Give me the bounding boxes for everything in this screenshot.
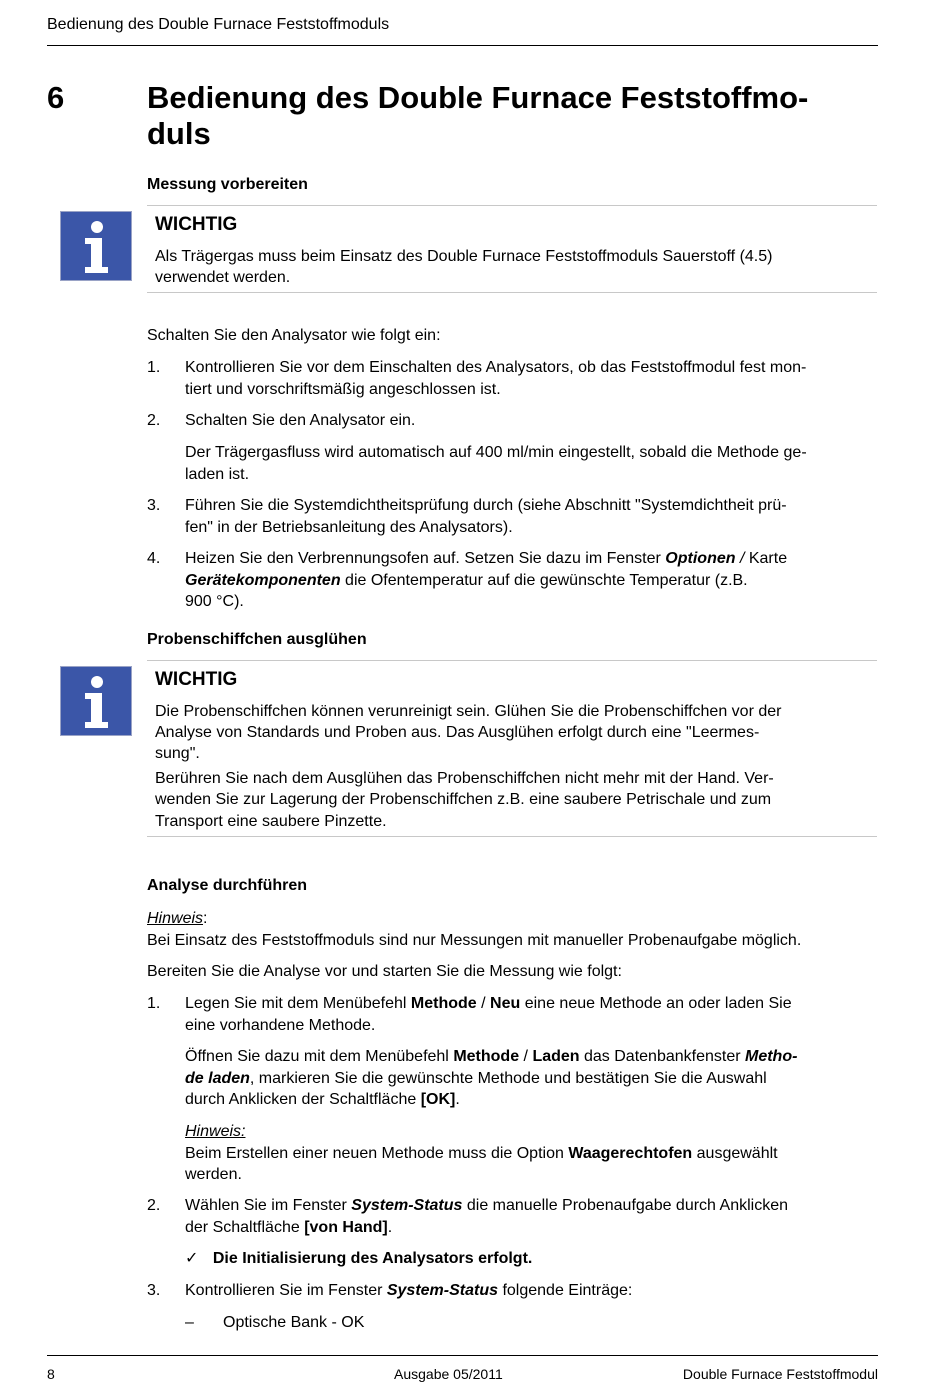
note-text-line: wenden Sie zur Lagerung der Probenschiffchen z.B. eine saubere Petrischale und zum [155,791,772,808]
note-text-line: Transport eine saubere Pinzette. [155,813,387,830]
step-text [185,1195,877,1238]
running-header: Bedienung des Double Furnace Feststoffmoduls [47,16,390,33]
text-run: . [387,1218,393,1236]
step-number: 2. [147,412,161,429]
step-text [185,1280,877,1302]
window-name-methode-laden: de laden [185,1069,250,1087]
step-hint [185,1121,877,1186]
chapter-title-line2: duls [147,116,211,151]
note-text-line: Analyse von Standards und Proben aus. Das Ausglühen erfolgt durch eine "Leermes- [155,724,760,741]
text-run: Legen Sie mit dem Menübefehl [185,995,411,1012]
chapter-title [147,80,847,152]
result-text: Die Initialisierung des Analysators erfolgt. [212,1250,533,1267]
window-name-optionen: Optionen [665,550,736,567]
step-line: 900 °C). [185,593,244,610]
text-run: die manuelle Probenaufgabe durch Anklicken [462,1197,788,1214]
hint-label: Hinweis [147,910,204,927]
step-number: 1. [147,359,161,376]
text-run: der Schaltfläche [185,1218,305,1236]
text-run: die Ofentemperatur auf die gewünschte Temperatur (z.B. [340,571,748,589]
paragraph-intro: Schalten Sie den Analysator wie folgt ein: [147,327,441,344]
text-run: eine neue Methode an oder laden Sie [520,995,792,1012]
note-label: WICHTIG [155,669,238,690]
note-text-line: sung". [155,745,200,762]
step-line: laden ist. [185,465,250,483]
step-text: Schalten Sie den Analysator ein. [185,412,416,429]
checkmark-icon: ✓ [185,1250,199,1267]
note-text-line2: verwendet werden. [155,269,291,286]
separator: / [519,1048,533,1065]
menu-neu: Neu [490,995,521,1012]
option-waagerechtofen: Waagerechtofen [568,1144,693,1162]
window-name-system-status: System-Status [386,1282,499,1299]
chapter-number: 6 [47,80,65,115]
step-subtext [185,1046,877,1111]
step-number: 2. [147,1197,161,1214]
hint [147,908,877,951]
footer-rule [47,1355,878,1356]
step-line: Führen Sie die Systemdichtheitsprüfung durch (siehe Abschnitt "Systemdichtheit prü- [185,497,787,514]
text-run: . [455,1091,460,1108]
text-run: Heizen Sie den Verbrennungsofen auf. Setzen Sie dazu im Fenster [185,550,666,567]
section-heading-anneal: Probenschiffchen ausglühen [147,631,367,648]
step-text [185,357,877,400]
button-von-hand-ref: [von Hand] [304,1218,388,1236]
window-name-methode-laden: Metho- [745,1048,798,1065]
text-run: Karte [748,550,788,567]
step-number: 3. [147,497,161,514]
separator: / [476,995,491,1012]
step-number: 4. [147,550,161,567]
text-run: folgende Einträge: [498,1282,633,1299]
important-note-1 [147,205,877,293]
button-ok-ref: [OK] [420,1091,456,1108]
paragraph-intro: Bereiten Sie die Analyse vor und starten Sie die Messung wie folgt: [147,963,622,980]
text-run: Wählen Sie im Fenster [185,1197,352,1214]
footer-product: Double Furnace Feststoffmodul [682,1366,878,1382]
tab-name-geraetekomponenten: Gerätekomponenten [185,571,341,589]
window-name-system-status: System-Status [351,1197,463,1214]
page-number: 8 [47,1366,55,1382]
step-line: Kontrollieren Sie vor dem Einschalten des Analysators, ob das Feststoffmodul fest mon- [185,359,807,376]
note-text-line1: Als Trägergas muss beim Einsatz des Double Furnace Feststoffmoduls Sauerstoff (4.5) [155,248,773,265]
menu-laden: Laden [532,1048,580,1065]
info-icon [60,666,132,736]
important-note-2 [147,660,877,837]
step-line: werden. [185,1166,242,1183]
info-icon [60,211,132,281]
text-run: ausgewählt [692,1144,778,1162]
chapter-title-line1: Bedienung des Double Furnace Feststoffmo- [147,80,809,115]
step-line: eine vorhandene Methode. [185,1016,376,1034]
note-text-line: Berühren Sie nach dem Ausglühen das Probenschiffchen nicht mehr mit der Hand. Ver- [155,770,774,787]
separator: / [735,550,749,567]
menu-methode: Methode [453,1048,520,1065]
menu-methode: Methode [410,995,477,1012]
hint-text: Bei Einsatz des Feststoffmoduls sind nur Messungen mit manueller Probenaufgabe möglich. [147,931,802,949]
hint-colon: : [203,910,208,927]
text-run: , markieren Sie die gewünschte Methode und bestätigen Sie die Auswahl [249,1069,767,1087]
status-entry: Optische Bank - OK [223,1314,365,1331]
step-text [185,548,877,613]
text-run: Kontrollieren Sie im Fenster [185,1282,387,1299]
header-rule [47,45,878,46]
text-run: durch Anklicken der Schaltfläche [185,1091,421,1108]
step-text [185,495,877,538]
step-line: Der Trägergasfluss wird automatisch auf 400 ml/min eingestellt, sobald die Methode ge- [185,444,807,461]
step-line: fen" in der Betriebsanleitung des Analysators). [185,518,513,536]
step-text [185,993,877,1036]
text-run: Öffnen Sie dazu mit dem Menübefehl [185,1048,454,1065]
dash-marker: – [185,1314,194,1331]
text-run: Beim Erstellen einer neuen Methode muss die Option [185,1144,569,1162]
step-number: 3. [147,1282,161,1299]
text-run: das Datenbankfenster [579,1048,745,1065]
step-number: 1. [147,995,161,1012]
footer-edition: Ausgabe 05/2011 [394,1366,503,1382]
result-line [185,1248,877,1270]
step-subtext [185,442,877,485]
section-heading-analysis: Analyse durchführen [147,877,308,894]
section-heading-prepare: Messung vorbereiten [147,176,308,193]
hint-label: Hinweis: [185,1123,246,1140]
step-line: tiert und vorschriftsmäßig angeschlossen ist. [185,380,501,398]
note-label: WICHTIG [155,214,238,235]
note-text-line: Die Probenschiffchen können verunreinigt sein. Glühen Sie die Probenschiffchen vor der [155,703,782,720]
